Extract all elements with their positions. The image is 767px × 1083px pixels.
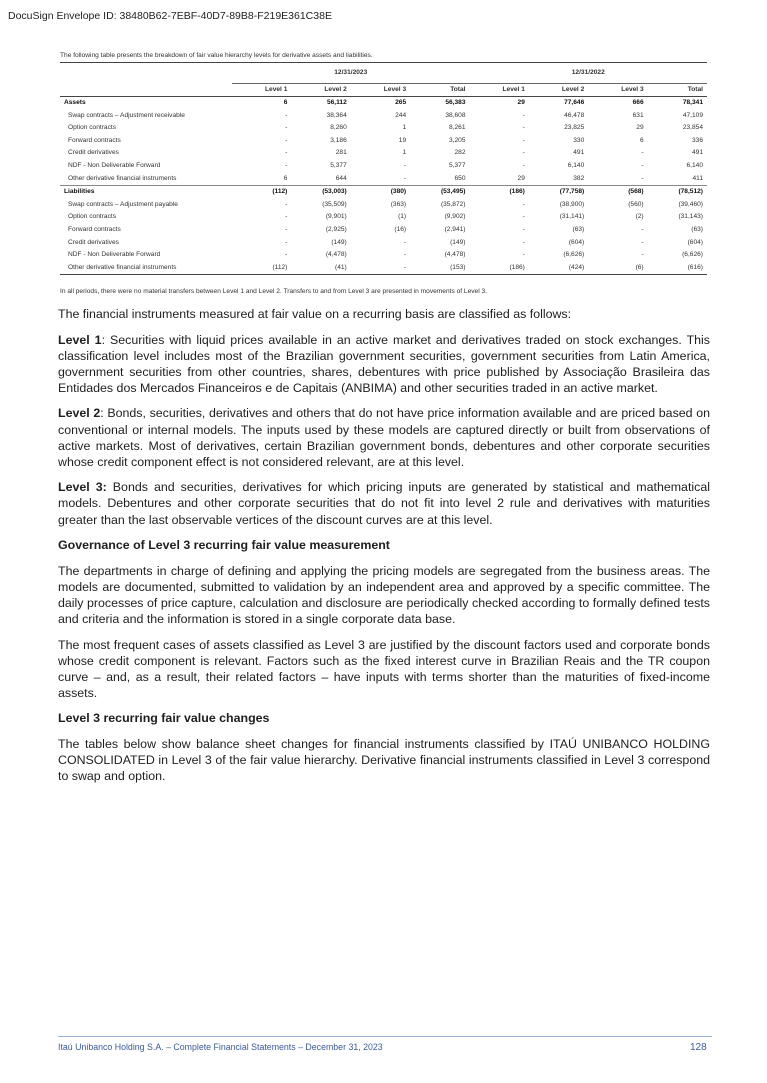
table-cell: 3,186 bbox=[330, 136, 347, 144]
level1-paragraph bbox=[58, 332, 710, 396]
level-header: Level 3 bbox=[588, 84, 647, 97]
table-cell: (39,460) bbox=[678, 200, 703, 208]
table-cell: 23,854 bbox=[682, 124, 703, 132]
table-cell: - bbox=[522, 200, 525, 208]
level-header: Level 2 bbox=[529, 84, 588, 97]
table-cell: - bbox=[588, 173, 647, 186]
table-cell: 6 bbox=[232, 173, 291, 186]
table-cell: - bbox=[403, 251, 407, 259]
row-label: Credit derivatives bbox=[68, 149, 119, 157]
period-2022: 12/31/2022 bbox=[470, 63, 708, 84]
level3-text: Bonds and securities, derivatives for which pricing inputs are generated by statistical and mathematical models. Debentures and other corporate securities that do not fit into level 2 rule and derivatives with maturities greater than the last observable vertices of the discount curves are at this level. bbox=[58, 480, 710, 527]
row-label: Forward contracts bbox=[68, 136, 121, 144]
table-cell: (186) bbox=[470, 262, 529, 275]
table-row bbox=[60, 135, 707, 148]
liabilities-total-row bbox=[60, 186, 707, 199]
table-cell: 23,825 bbox=[564, 124, 585, 132]
table-cell: 29 bbox=[470, 173, 529, 186]
page-number: 128 bbox=[690, 1042, 707, 1053]
table-body bbox=[60, 97, 707, 275]
table-cell: 411 bbox=[648, 173, 707, 186]
row-label: Other derivative financial instruments bbox=[60, 262, 232, 275]
table-cell: - bbox=[522, 136, 525, 144]
table-cell: - bbox=[641, 225, 644, 233]
table-cell: 382 bbox=[529, 173, 588, 186]
table-cell: 631 bbox=[632, 111, 644, 119]
table-cell: 47,109 bbox=[682, 111, 703, 119]
table-row bbox=[60, 249, 707, 262]
table-intro: The following table presents the breakdown of fair value hierarchy levels for derivative assets and liabilities. bbox=[60, 52, 373, 59]
table-cell: (6) bbox=[588, 262, 647, 275]
table-cell: (78,512) bbox=[648, 186, 707, 199]
table-cell: (604) bbox=[687, 238, 703, 246]
table-cell: (112) bbox=[232, 262, 291, 275]
table-cell: (6,626) bbox=[682, 251, 703, 259]
table-note: In all periods, there were no material transfers between Level 1 and Level 2. Transfers to and from Level 3 are presented in movements of Level 3. bbox=[60, 288, 487, 295]
table-cell: (53,003) bbox=[291, 186, 350, 199]
table-cell: (568) bbox=[588, 186, 647, 199]
table-cell: - bbox=[641, 161, 644, 169]
table-cell: - bbox=[285, 124, 288, 132]
table-cell: 56,112 bbox=[291, 97, 350, 110]
level-header: Level 1 bbox=[232, 84, 291, 97]
table-cell: - bbox=[403, 161, 407, 169]
level2-label: Level 2 bbox=[58, 406, 101, 421]
table-cell: - bbox=[522, 238, 525, 246]
table-cell: (53,495) bbox=[410, 186, 469, 199]
table-cell: 282 bbox=[454, 149, 466, 157]
table-cell: 78,341 bbox=[648, 97, 707, 110]
table-cell: - bbox=[522, 111, 525, 119]
level2-text: : Bonds, securities, derivatives and others that do not have price information available and are priced based on conventional or internal models. The inputs used by these models are captured directly or built from observations of active markets. Most of derivatives, certain Brazilian government bonds, debentures and other corporate securities whose credit component effect is not considered relevant, are at this level. bbox=[58, 406, 710, 469]
table-cell: 265 bbox=[351, 97, 410, 110]
row-label: NDF - Non Deliverable Forward bbox=[68, 161, 161, 169]
table-cell: (31,143) bbox=[678, 213, 703, 221]
table-cell: (604) bbox=[568, 238, 585, 246]
table-cell: (424) bbox=[529, 262, 588, 275]
table-cell: - bbox=[285, 238, 288, 246]
table-cell: - bbox=[285, 200, 288, 208]
table-cell: - bbox=[351, 262, 410, 275]
table-cell: - bbox=[522, 251, 525, 259]
table-row bbox=[60, 262, 707, 275]
table-cell: 330 bbox=[573, 136, 585, 144]
level-header: Total bbox=[410, 84, 469, 97]
table-row bbox=[60, 199, 707, 212]
table-row bbox=[60, 211, 707, 224]
table-cell: 491 bbox=[691, 149, 703, 157]
table-cell: 6 bbox=[232, 97, 291, 110]
table-cell: 281 bbox=[335, 149, 347, 157]
table-row bbox=[60, 173, 707, 186]
table-cell: - bbox=[285, 161, 288, 169]
table-cell: 336 bbox=[691, 136, 703, 144]
table-cell: - bbox=[285, 251, 288, 259]
table-cell: (9,901) bbox=[325, 213, 347, 221]
row-label: Option contracts bbox=[68, 213, 117, 221]
row-label: Credit derivatives bbox=[68, 238, 119, 246]
fair-value-hierarchy-table bbox=[60, 62, 707, 275]
table-cell: - bbox=[522, 161, 525, 169]
table-cell: - bbox=[641, 149, 644, 157]
level-header: Level 2 bbox=[291, 84, 350, 97]
table-cell: (616) bbox=[648, 262, 707, 275]
table-cell: (16) bbox=[394, 225, 407, 233]
table-row bbox=[60, 110, 707, 123]
table-cell: - bbox=[285, 149, 288, 157]
table-cell: 5,377 bbox=[330, 161, 347, 169]
table-cell: (4,478) bbox=[325, 251, 347, 259]
table-cell: (38,900) bbox=[559, 200, 585, 208]
table-cell: 8,260 bbox=[330, 124, 347, 132]
table-cell: (2,941) bbox=[444, 225, 466, 233]
level3-paragraph bbox=[58, 479, 710, 527]
row-label: Forward contracts bbox=[68, 225, 121, 233]
table-cell: 244 bbox=[395, 111, 407, 119]
governance-heading: Governance of Level 3 recurring fair value measurement bbox=[58, 538, 390, 553]
table-cell: - bbox=[285, 213, 288, 221]
row-label: Assets bbox=[60, 97, 232, 110]
table-cell: 6,140 bbox=[686, 161, 703, 169]
row-label: NDF - Non Deliverable Forward bbox=[68, 251, 161, 259]
table-cell: (560) bbox=[628, 200, 644, 208]
table-cell: (2,925) bbox=[325, 225, 347, 233]
table-cell: (41) bbox=[291, 262, 350, 275]
governance-paragraph-2: The most frequent cases of assets classified as Level 3 are justified by the discount factors used and corporate bonds whose credit component is relevant. Factors such as the fixed interest curve in Brazilian Reais and the TR coupon curve – and, as a result, their related factors – have inputs with terms shorter than the maturities of fixed-income assets. bbox=[58, 637, 710, 700]
table-cell: 491 bbox=[573, 149, 585, 157]
level-header: Level 1 bbox=[470, 84, 529, 97]
table-cell: (35,872) bbox=[440, 200, 466, 208]
table-cell: 3,205 bbox=[448, 136, 466, 144]
row-label: Liabilities bbox=[60, 186, 232, 199]
row-label: Swap contracts – Adjustment payable bbox=[68, 200, 178, 208]
row-label: Option contracts bbox=[68, 124, 117, 132]
changes-paragraph: The tables below show balance sheet changes for financial instruments classified by ITAÚ UNIBANCO HOLDING CONSOLIDATED in Level 3 of the fair value hierarchy. Derivative financial instruments classified in Level 3 correspond to swap and option. bbox=[58, 737, 710, 784]
table-row bbox=[60, 122, 707, 135]
table-cell: 38,364 bbox=[326, 111, 347, 119]
table-row bbox=[60, 224, 707, 237]
footer-divider bbox=[58, 1036, 712, 1037]
table-row bbox=[60, 160, 707, 173]
table-cell: - bbox=[522, 213, 525, 221]
table-row bbox=[60, 237, 707, 250]
table-row bbox=[60, 147, 707, 160]
level-header-row bbox=[60, 84, 707, 97]
table-cell: 5,377 bbox=[448, 161, 466, 169]
row-label: Other derivative financial instruments bbox=[60, 173, 232, 186]
table-cell: 6 bbox=[639, 136, 644, 144]
changes-heading: Level 3 recurring fair value changes bbox=[58, 711, 270, 726]
table-cell: - bbox=[522, 225, 525, 233]
fair-value-table bbox=[60, 62, 707, 275]
table-cell: - bbox=[641, 238, 644, 246]
governance-paragraph-1: The departments in charge of defining and applying the pricing models are segregated from the business areas. The models are documented, submitted to validation by an independent area and approved by a specific committee. The daily processes of price capture, calculation and disclosure are periodically checked according to formally defined tests and criteria and the information is stored in a single corporate data base. bbox=[58, 563, 710, 626]
body-text bbox=[58, 306, 710, 794]
table-cell: (186) bbox=[470, 186, 529, 199]
footer-text: Itaú Unibanco Holding S.A. – Complete Financial Statements – December 31, 2023 bbox=[58, 1042, 383, 1052]
level1-text: : Securities with liquid prices available in an active market and derivatives traded on stock exchanges. This classification level includes most of the Brazilian government securities, government securities from Latin America, government securities from other countries, shares, debentures with price published by Associação Brasileira das Entidades dos Mercados Financeiros e de Capitais (ANBIMA) and other securities traded in an active market. bbox=[58, 332, 710, 395]
table-cell: 56,383 bbox=[410, 97, 469, 110]
table-cell: (77,758) bbox=[529, 186, 588, 199]
table-cell: - bbox=[641, 251, 644, 259]
table-cell: (9,902) bbox=[444, 213, 466, 221]
table-cell: - bbox=[522, 124, 525, 132]
table-cell: - bbox=[403, 238, 407, 246]
table-cell: (63) bbox=[691, 225, 703, 233]
table-cell: 19 bbox=[398, 136, 407, 144]
table-cell: (6,626) bbox=[563, 251, 585, 259]
table-cell: (112) bbox=[232, 186, 291, 199]
level-header: Level 3 bbox=[351, 84, 410, 97]
level3-label: Level 3: bbox=[58, 480, 107, 495]
level1-label: Level 1 bbox=[58, 332, 102, 347]
table-cell: (153) bbox=[410, 262, 469, 275]
intro-paragraph: The financial instruments measured at fair value on a recurring basis are classified as follows: bbox=[58, 307, 572, 321]
table-cell: 644 bbox=[291, 173, 350, 186]
table-cell: - bbox=[285, 225, 288, 233]
table-cell: 666 bbox=[588, 97, 647, 110]
table-cell: 1 bbox=[402, 124, 407, 132]
table-cell: - bbox=[522, 149, 525, 157]
table-cell: - bbox=[285, 111, 288, 119]
table-cell: (363) bbox=[390, 200, 407, 208]
level2-paragraph bbox=[58, 405, 710, 469]
table-cell: (35,509) bbox=[322, 200, 347, 208]
docusign-envelope-id: DocuSign Envelope ID: 38480B62-7EBF-40D7-89B8-F219E361C38E bbox=[8, 10, 332, 22]
table-cell: (149) bbox=[331, 238, 347, 246]
table-cell: (380) bbox=[351, 186, 410, 199]
table-cell: (31,141) bbox=[559, 213, 585, 221]
table-cell: 77,646 bbox=[529, 97, 588, 110]
level-header: Total bbox=[648, 84, 707, 97]
table-cell: (4,478) bbox=[444, 251, 466, 259]
table-cell: 46,478 bbox=[564, 111, 585, 119]
table-cell: 38,608 bbox=[445, 111, 466, 119]
assets-total-row bbox=[60, 97, 707, 110]
table-cell: 8,261 bbox=[448, 124, 466, 132]
table-cell: 650 bbox=[410, 173, 469, 186]
row-label: Swap contracts – Adjustment receivable bbox=[68, 111, 185, 119]
table-cell: (149) bbox=[450, 238, 466, 246]
table-cell: 1 bbox=[402, 149, 407, 157]
table-cell: - bbox=[351, 173, 410, 186]
table-cell: 29 bbox=[470, 97, 529, 110]
period-2023: 12/31/2023 bbox=[232, 63, 470, 84]
table-cell: 6,140 bbox=[567, 161, 585, 169]
table-cell: (2) bbox=[635, 213, 644, 221]
table-cell: 29 bbox=[636, 124, 644, 132]
table-cell: - bbox=[285, 136, 288, 144]
table-cell: (63) bbox=[572, 225, 585, 233]
period-header-row bbox=[60, 63, 707, 84]
table-cell: (1) bbox=[398, 213, 407, 221]
